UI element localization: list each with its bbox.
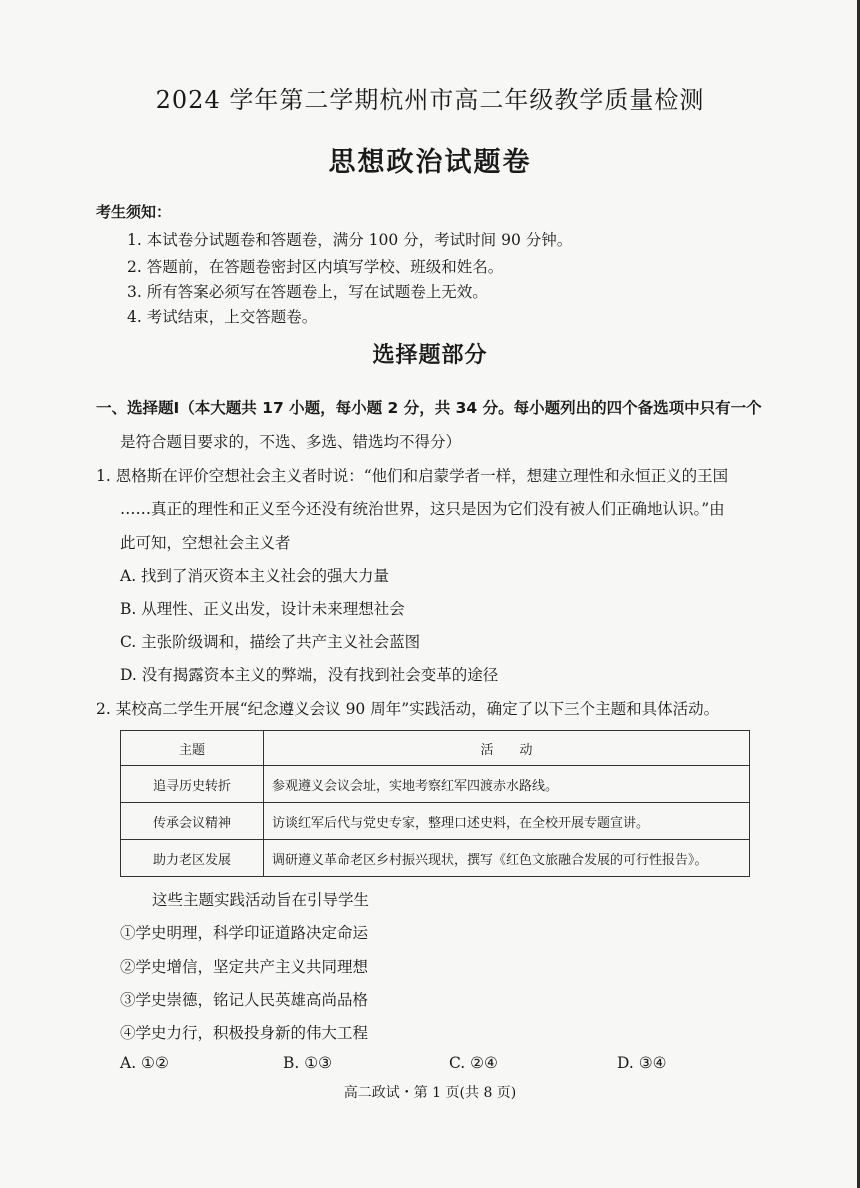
- section-title: 选择题部分: [372, 343, 488, 368]
- page-footer: 高二政试・第 1 页(共 8 页): [343, 1085, 517, 1101]
- question-2-stem: 2. 某校高二学生开展“纪念遵义会议 90 周年”实践活动，确定了以下三个主题和具体活动。: [96, 700, 720, 718]
- question-2-option-b: B. ①③: [283, 1054, 333, 1072]
- notice-item: 1. 本试卷分试题卷和答题卷，满分 100 分，考试时间 90 分钟。: [127, 231, 573, 249]
- exam-title: 2024 学年第二学期杭州市高二年级教学质量检测: [155, 86, 705, 114]
- table-cell-theme: 传承会议精神: [121, 803, 264, 840]
- question-2-option-c: C. ②④: [449, 1054, 498, 1072]
- table-cell-activity: 参观遵义会议会址，实地考察红军四渡赤水路线。: [264, 766, 750, 803]
- question-2-option-a: A. ①②: [120, 1054, 169, 1072]
- activity-table: [120, 730, 750, 877]
- table-cell-activity: 访谈红军后代与党史专家，整理口述史料，在全校开展专题宣讲。: [264, 803, 750, 840]
- notice-item: 2. 答题前，在答题卷密封区内填写学校、班级和姓名。: [127, 258, 504, 276]
- subject-title: 思想政治试题卷: [328, 147, 532, 178]
- table-row: [121, 840, 750, 877]
- question-1-option-b: B. 从理性、正义出发，设计未来理想社会: [120, 600, 405, 618]
- question-1-stem: 1. 恩格斯在评价空想社会主义者时说：“他们和启蒙学者一样，想建立理性和永恒正义的王国: [96, 467, 729, 485]
- question-2-prompt: 这些主题实践活动旨在引导学生: [152, 891, 370, 909]
- notice-item: 4. 考试结束，上交答题卷。: [127, 308, 318, 326]
- notice-heading: 考生须知：: [96, 203, 172, 221]
- part-instruction-line: 是符合题目要求的，不选、多选、错选均不得分）: [120, 433, 462, 451]
- question-2-option-d: D. ③④: [617, 1054, 667, 1072]
- table-row: [121, 766, 750, 803]
- question-1-option-d: D. 没有揭露资本主义的弊端，没有找到社会变革的途径: [120, 666, 499, 684]
- table-row: [121, 803, 750, 840]
- table-cell-theme: 追寻历史转折: [121, 766, 264, 803]
- question-2-statement: ②学史增信，坚定共产主义共同理想: [120, 958, 369, 976]
- question-2-statement: ①学史明理，科学印证道路决定命运: [120, 924, 369, 942]
- part-instruction-line: 一、选择题Ⅰ（本大题共 17 小题，每小题 2 分，共 34 分。每小题列出的四个备选项中只有一个: [96, 399, 762, 417]
- table-header-row: [121, 731, 750, 766]
- table-header: 主题: [121, 731, 264, 766]
- question-1-stem: 此可知，空想社会主义者: [120, 534, 291, 552]
- table-cell-theme: 助力老区发展: [121, 840, 264, 877]
- question-2-statement: ③学史崇德，铭记人民英雄高尚品格: [120, 991, 369, 1009]
- table-header: 活 动: [264, 731, 750, 766]
- notice-item: 3. 所有答案必须写在答题卷上，写在试题卷上无效。: [127, 283, 488, 301]
- table-cell-activity: 调研遵义革命老区乡村振兴现状，撰写《红色文旅融合发展的可行性报告》。: [264, 840, 750, 877]
- question-1-stem: ……真正的理性和正义至今还没有统治世界，这只是因为它们没有被人们正确地认识。”由: [120, 500, 725, 518]
- question-1-option-c: C. 主张阶级调和，描绘了共产主义社会蓝图: [120, 633, 421, 651]
- question-1-option-a: A. 找到了消灭资本主义社会的强大力量: [120, 567, 390, 585]
- question-2-statement: ④学史力行，积极投身新的伟大工程: [120, 1024, 369, 1042]
